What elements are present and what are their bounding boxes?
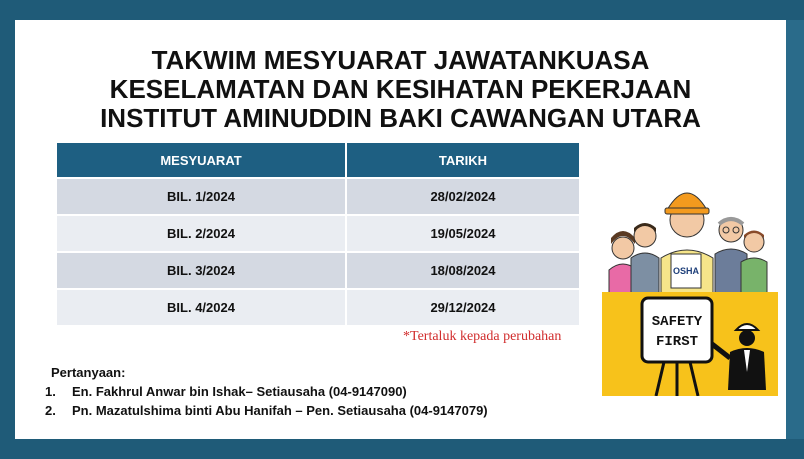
contact-text: Pn. Mazatulshima binti Abu Hanifah – Pen. Setiausaha (04-9147079): [72, 403, 488, 418]
safety-workers-illustration: [601, 158, 771, 296]
subject-to-change-note: *Tertaluk kepada perubahan: [403, 329, 562, 344]
contact-text: En. Fakhrul Anwar bin Ishak– Setiausaha (04-9147090): [72, 384, 407, 399]
meeting-cell: BIL. 2/2024: [57, 215, 346, 252]
date-cell: 29/12/2024: [346, 289, 579, 325]
meeting-cell: BIL. 4/2024: [57, 289, 346, 325]
contact-list: [45, 382, 488, 420]
list-item: [45, 401, 488, 420]
meeting-schedule-table: [57, 143, 579, 325]
inquiry-heading: Pertanyaan:: [51, 365, 126, 380]
table-row: [57, 215, 579, 252]
bottom-frame: [0, 439, 804, 459]
safety-sign-line-1: SAFETY: [651, 314, 703, 330]
osha-badge-text: OSHA: [672, 266, 700, 276]
table-row: [57, 289, 579, 325]
list-number: 1.: [45, 384, 56, 399]
meeting-cell: BIL. 3/2024: [57, 252, 346, 289]
list-item: [45, 382, 488, 401]
column-header-date: TARIKH: [346, 143, 579, 178]
date-cell: 18/08/2024: [346, 252, 579, 289]
title-line-2: KESELAMATAN DAN KESIHATAN PEKERJAAN: [109, 74, 692, 104]
table-header-row: [57, 143, 579, 178]
top-frame: [0, 0, 804, 20]
table-row: [57, 252, 579, 289]
meeting-cell: BIL. 1/2024: [57, 178, 346, 215]
poster-title: [15, 46, 786, 133]
column-header-meeting: MESYUARAT: [57, 143, 346, 178]
title-line-3: INSTITUT AMINUDDIN BAKI CAWANGAN UTARA: [100, 103, 701, 133]
right-frame: [786, 20, 804, 439]
list-number: 2.: [45, 403, 56, 418]
safety-sign-line-2: FIRST: [655, 334, 699, 350]
date-cell: 28/02/2024: [346, 178, 579, 215]
safety-first-sign-illustration: [602, 292, 778, 396]
table-row: [57, 178, 579, 215]
date-cell: 19/05/2024: [346, 215, 579, 252]
poster-panel: [15, 20, 786, 439]
title-line-1: TAKWIM MESYUARAT JAWATANKUASA: [151, 45, 650, 75]
